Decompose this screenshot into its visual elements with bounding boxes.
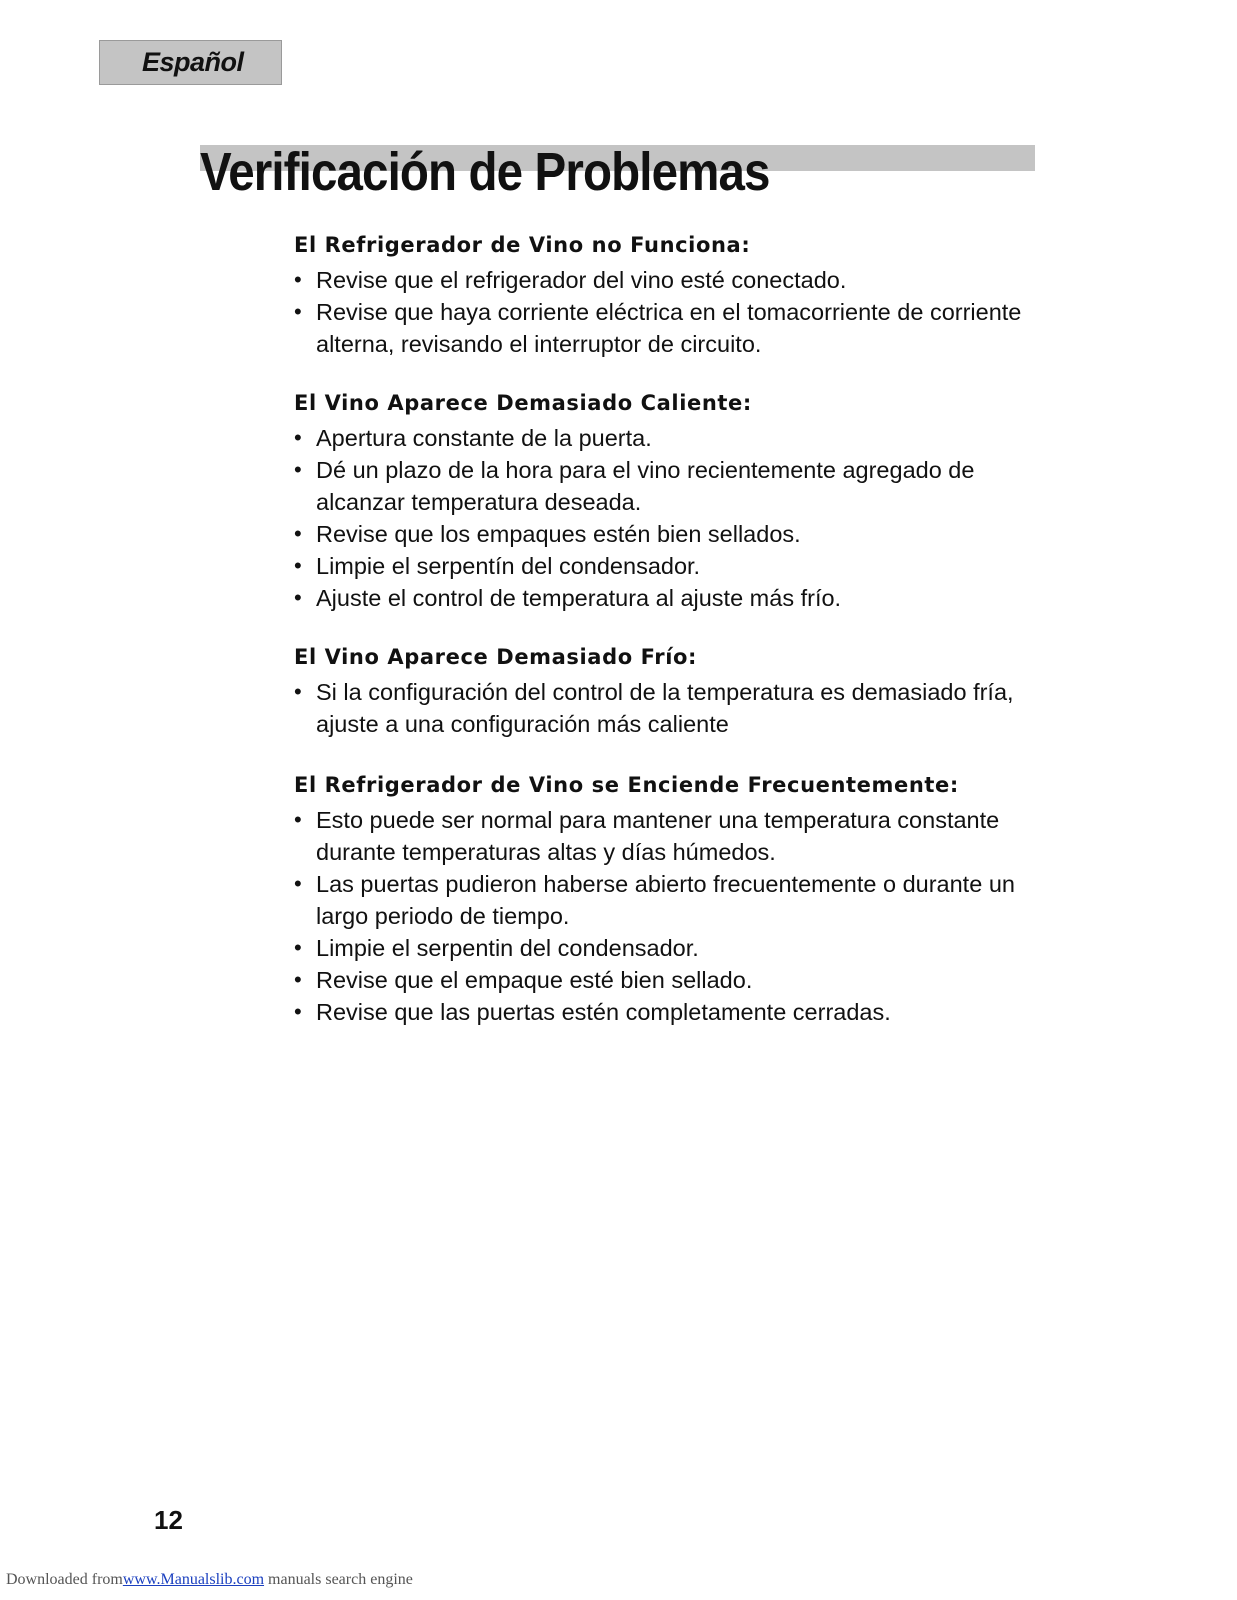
language-tab-label: Español <box>142 47 244 77</box>
list-item: • Las puertas pudieron haberse abierto frecuentemente o durante un largo periodo de tiempo. <box>294 868 1034 932</box>
bullet-list <box>294 676 1034 740</box>
section-not-working <box>294 232 1034 360</box>
bullet-list <box>294 804 1034 1028</box>
list-item: • Limpie el serpentín del condensador. <box>294 550 1034 582</box>
list-item: • Revise que los empaques estén bien sellados. <box>294 518 1034 550</box>
bullet-list <box>294 422 1034 614</box>
section-heading: El Vino Aparece Demasiado Caliente: <box>294 391 752 415</box>
list-item: • Revise que el refrigerador del vino esté conectado. <box>294 264 1034 296</box>
section-heading: El Vino Aparece Demasiado Frío: <box>294 645 698 669</box>
list-item: • Si la configuración del control de la temperatura es demasiado fría, ajuste a una configuración más caliente <box>294 676 1034 740</box>
language-tab <box>99 40 282 85</box>
troubleshooting-content <box>294 232 1034 1028</box>
list-item: • Esto puede ser normal para mantener una temperatura constante durante temperaturas altas y días húmedos. <box>294 804 1034 868</box>
section-runs-frequently <box>294 772 1034 1028</box>
list-item: • Revise que las puertas estén completamente cerradas. <box>294 996 1034 1028</box>
list-item: • Apertura constante de la puerta. <box>294 422 1034 454</box>
page-title: Verificación de Problemas <box>200 142 770 202</box>
list-item: • Revise que el empaque esté bien sellado. <box>294 964 1034 996</box>
section-heading: El Refrigerador de Vino no Funciona: <box>294 233 751 257</box>
bullet-list <box>294 264 1034 360</box>
list-item: • Ajuste el control de temperatura al ajuste más frío. <box>294 582 1034 614</box>
footer-suffix: manuals search engine <box>264 1571 413 1588</box>
list-item: • Revise que haya corriente eléctrica en el tomacorriente de corriente alterna, revisando el interruptor de circuito. <box>294 296 1034 360</box>
download-footer <box>6 1571 413 1589</box>
manualslib-link[interactable]: www.Manualslib.com <box>122 1571 265 1588</box>
list-item: • Dé un plazo de la hora para el vino recientemente agregado de alcanzar temperatura deseada. <box>294 454 1034 518</box>
page-number: 12 <box>154 1505 183 1535</box>
list-item: • Limpie el serpentin del condensador. <box>294 932 1034 964</box>
section-too-warm <box>294 390 1034 614</box>
section-heading: El Refrigerador de Vino se Enciende Frecuentemente: <box>294 773 959 797</box>
footer-prefix: Downloaded from <box>6 1571 123 1588</box>
section-too-cold <box>294 644 1034 740</box>
